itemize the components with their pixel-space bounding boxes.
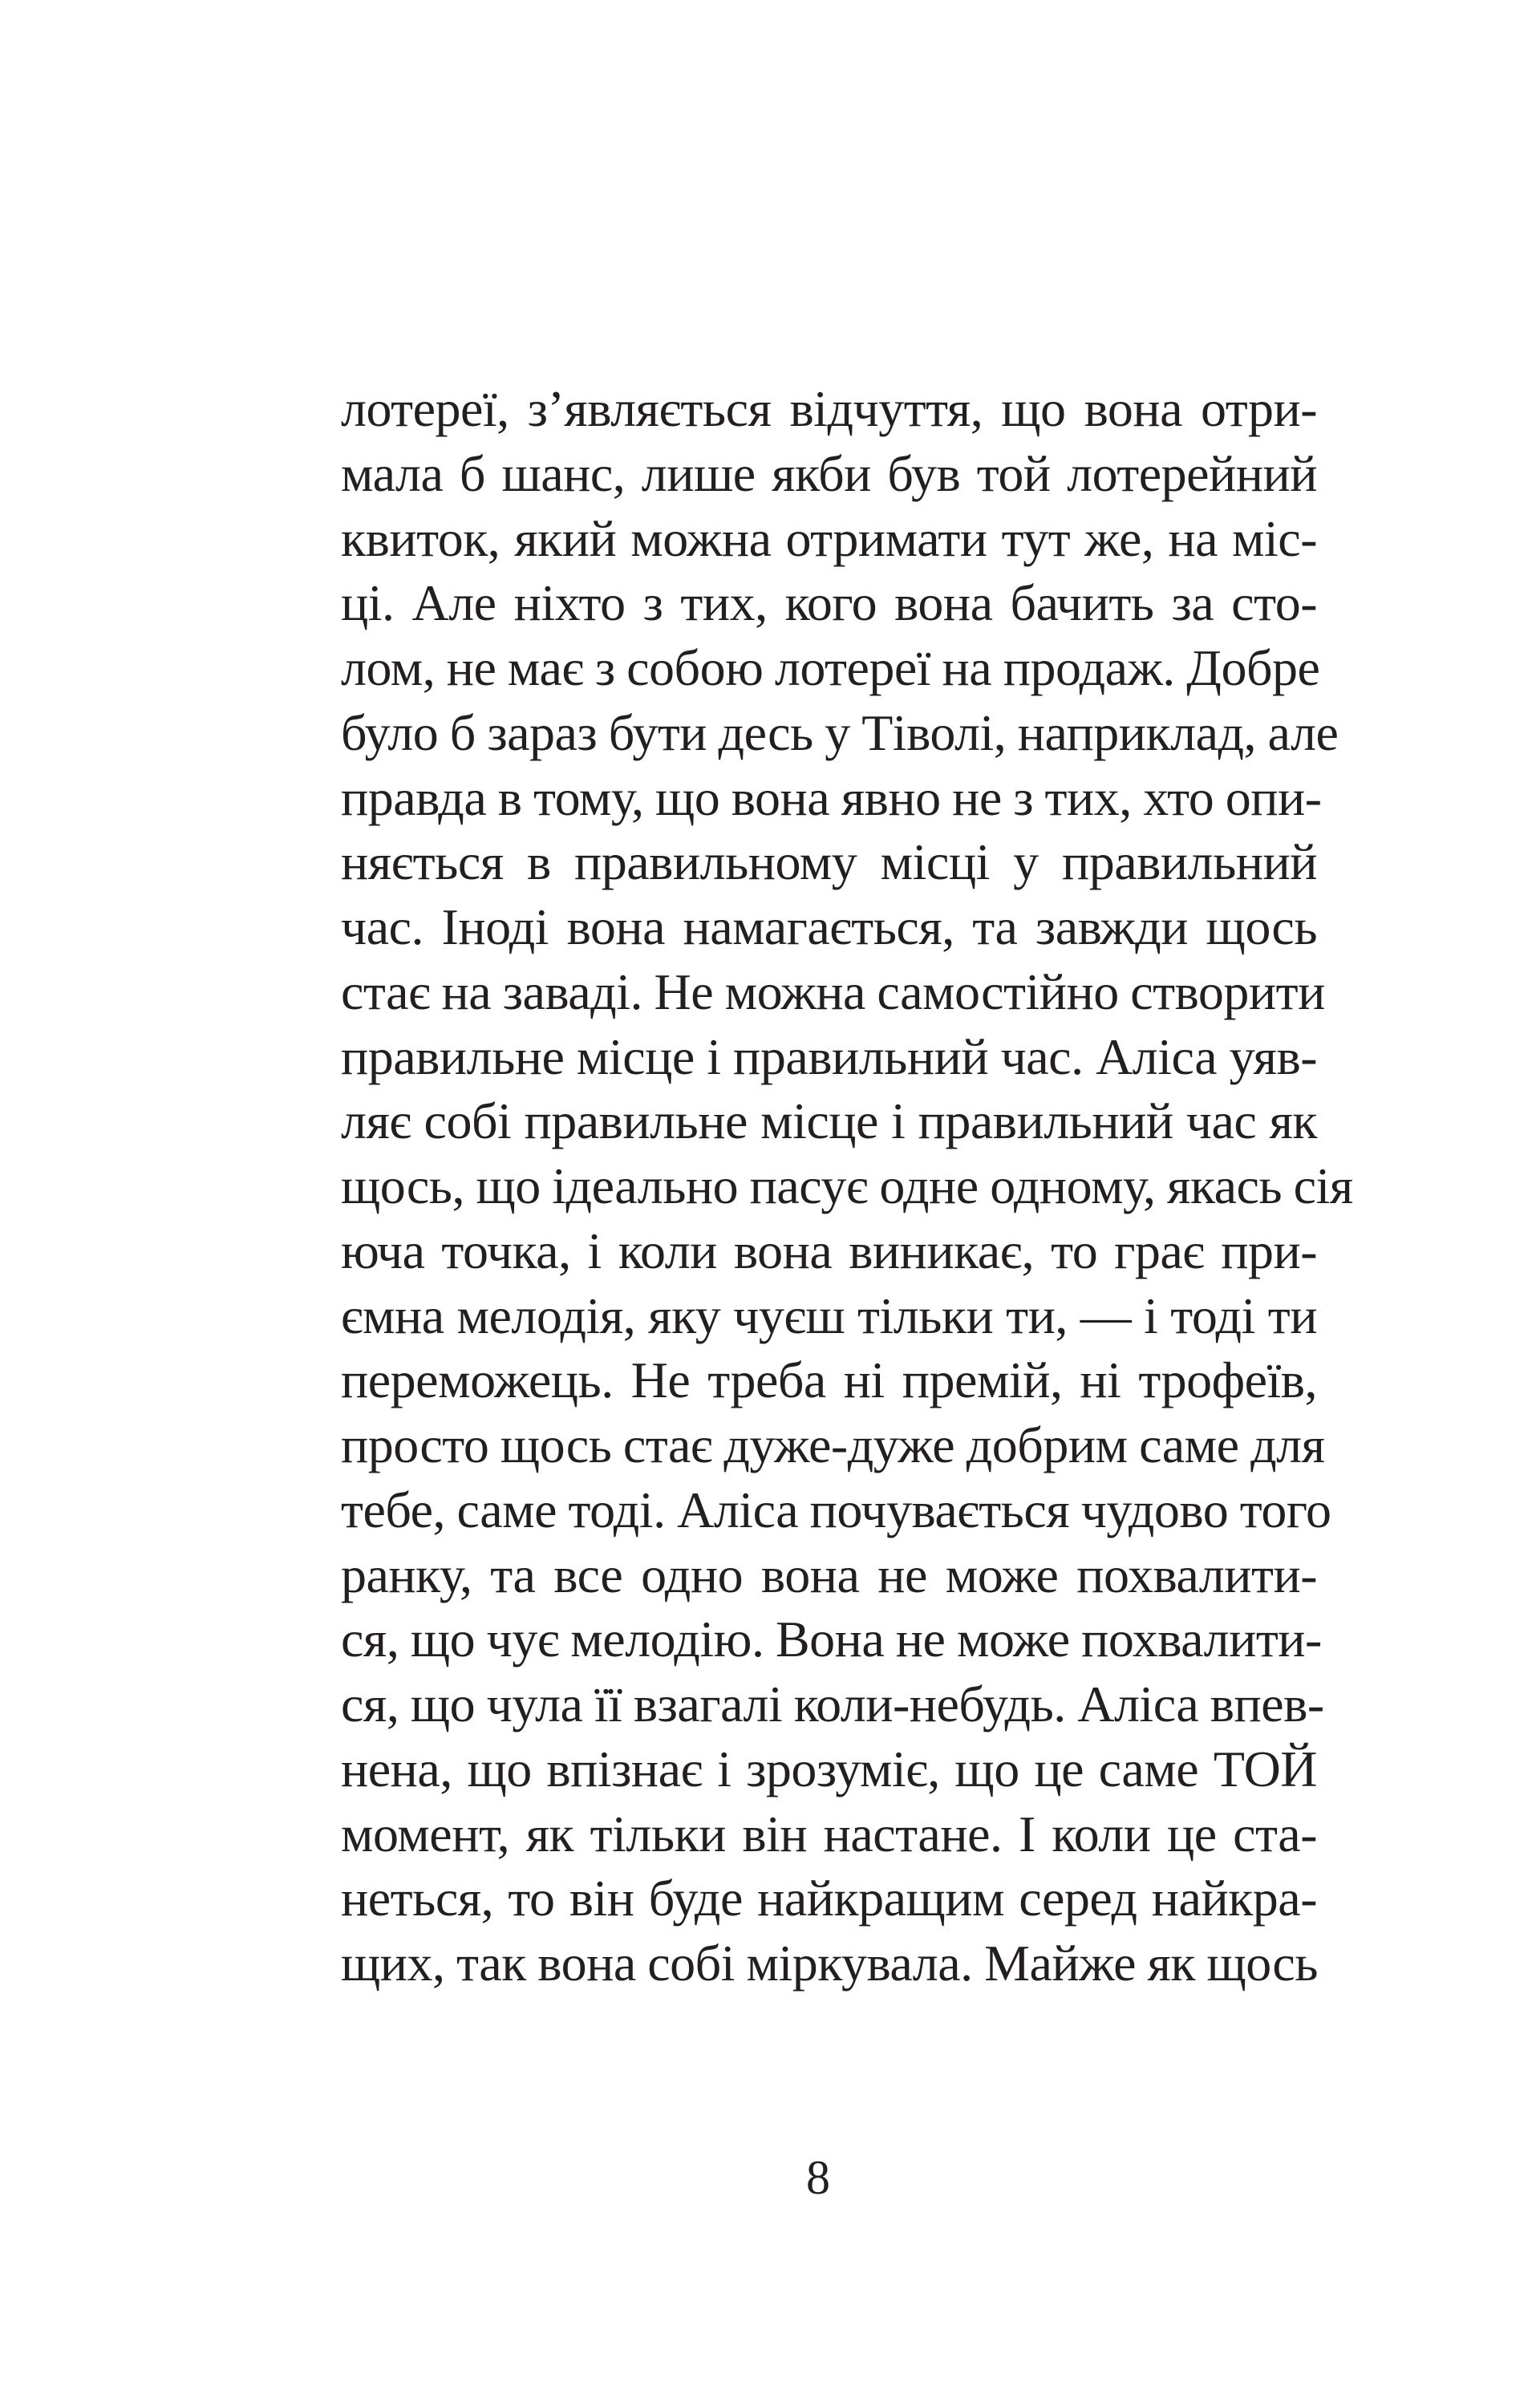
text-line: стає на заваді. Не можна самостійно створити	[341, 962, 1325, 1020]
page-number: 8	[806, 2151, 830, 2204]
text-line: ранку, та все одно вона не може похвалити-	[341, 1546, 1317, 1603]
text-line: правда в тому, що вона явно не з тих, хто опи-	[341, 768, 1322, 826]
text-line: ся, що чує мелодію. Вона не може похвалити-	[341, 1611, 1322, 1668]
text-line: мала б шанс, лише якби був той лотерейний	[341, 444, 1317, 502]
text-line: щось, що ідеально пасує одне одному, якась сія	[341, 1157, 1353, 1214]
text-line: момент, як тільки він настане. І коли це ста-	[341, 1805, 1317, 1862]
text-line: лотереї, з’являється відчуття, що вона отри-	[341, 380, 1317, 437]
text-line: переможець. Не треба ні премій, ні трофеїв,	[341, 1351, 1317, 1409]
text-line: щих, так вона собі міркувала. Майже як щось	[341, 1935, 1318, 1992]
text-line: лом, не має з собою лотереї на продаж. Добре	[341, 639, 1320, 696]
text-line: тебе, саме тоді. Аліса почувається чудово того	[341, 1481, 1331, 1538]
text-line: ляє собі правильне місце і правильний час як	[341, 1092, 1317, 1150]
text-line: няється в правильному місці у правильний	[341, 833, 1317, 891]
text-line: неться, то він буде найкращим серед найкра-	[341, 1870, 1317, 1927]
text-line: нена, що впізнає і зрозуміє, що це саме ТОЙ	[341, 1740, 1317, 1797]
text-line: юча точка, і коли вона виникає, то грає при-	[341, 1222, 1317, 1279]
body-text	[341, 377, 1353, 1996]
text-line: правильне місце і правильний час. Аліса уяв-	[341, 1027, 1317, 1085]
text-line: було б зараз бути десь у Тіволі, наприклад, але	[341, 703, 1339, 761]
text-line: просто щось стає дуже-дуже добрим саме для	[341, 1416, 1325, 1473]
text-line: квиток, який можна отримати тут же, на міс-	[341, 509, 1317, 567]
text-line: ся, що чула її взагалі коли-небудь. Аліса впев-	[341, 1676, 1324, 1732]
text-line: ємна мелодія, яку чуєш тільки ти, — і тоді ти	[341, 1287, 1317, 1344]
text-line: час. Іноді вона намагається, та завжди щось	[341, 898, 1317, 955]
text-line: ці. Але ніхто з тих, кого вона бачить за сто-	[341, 574, 1317, 632]
